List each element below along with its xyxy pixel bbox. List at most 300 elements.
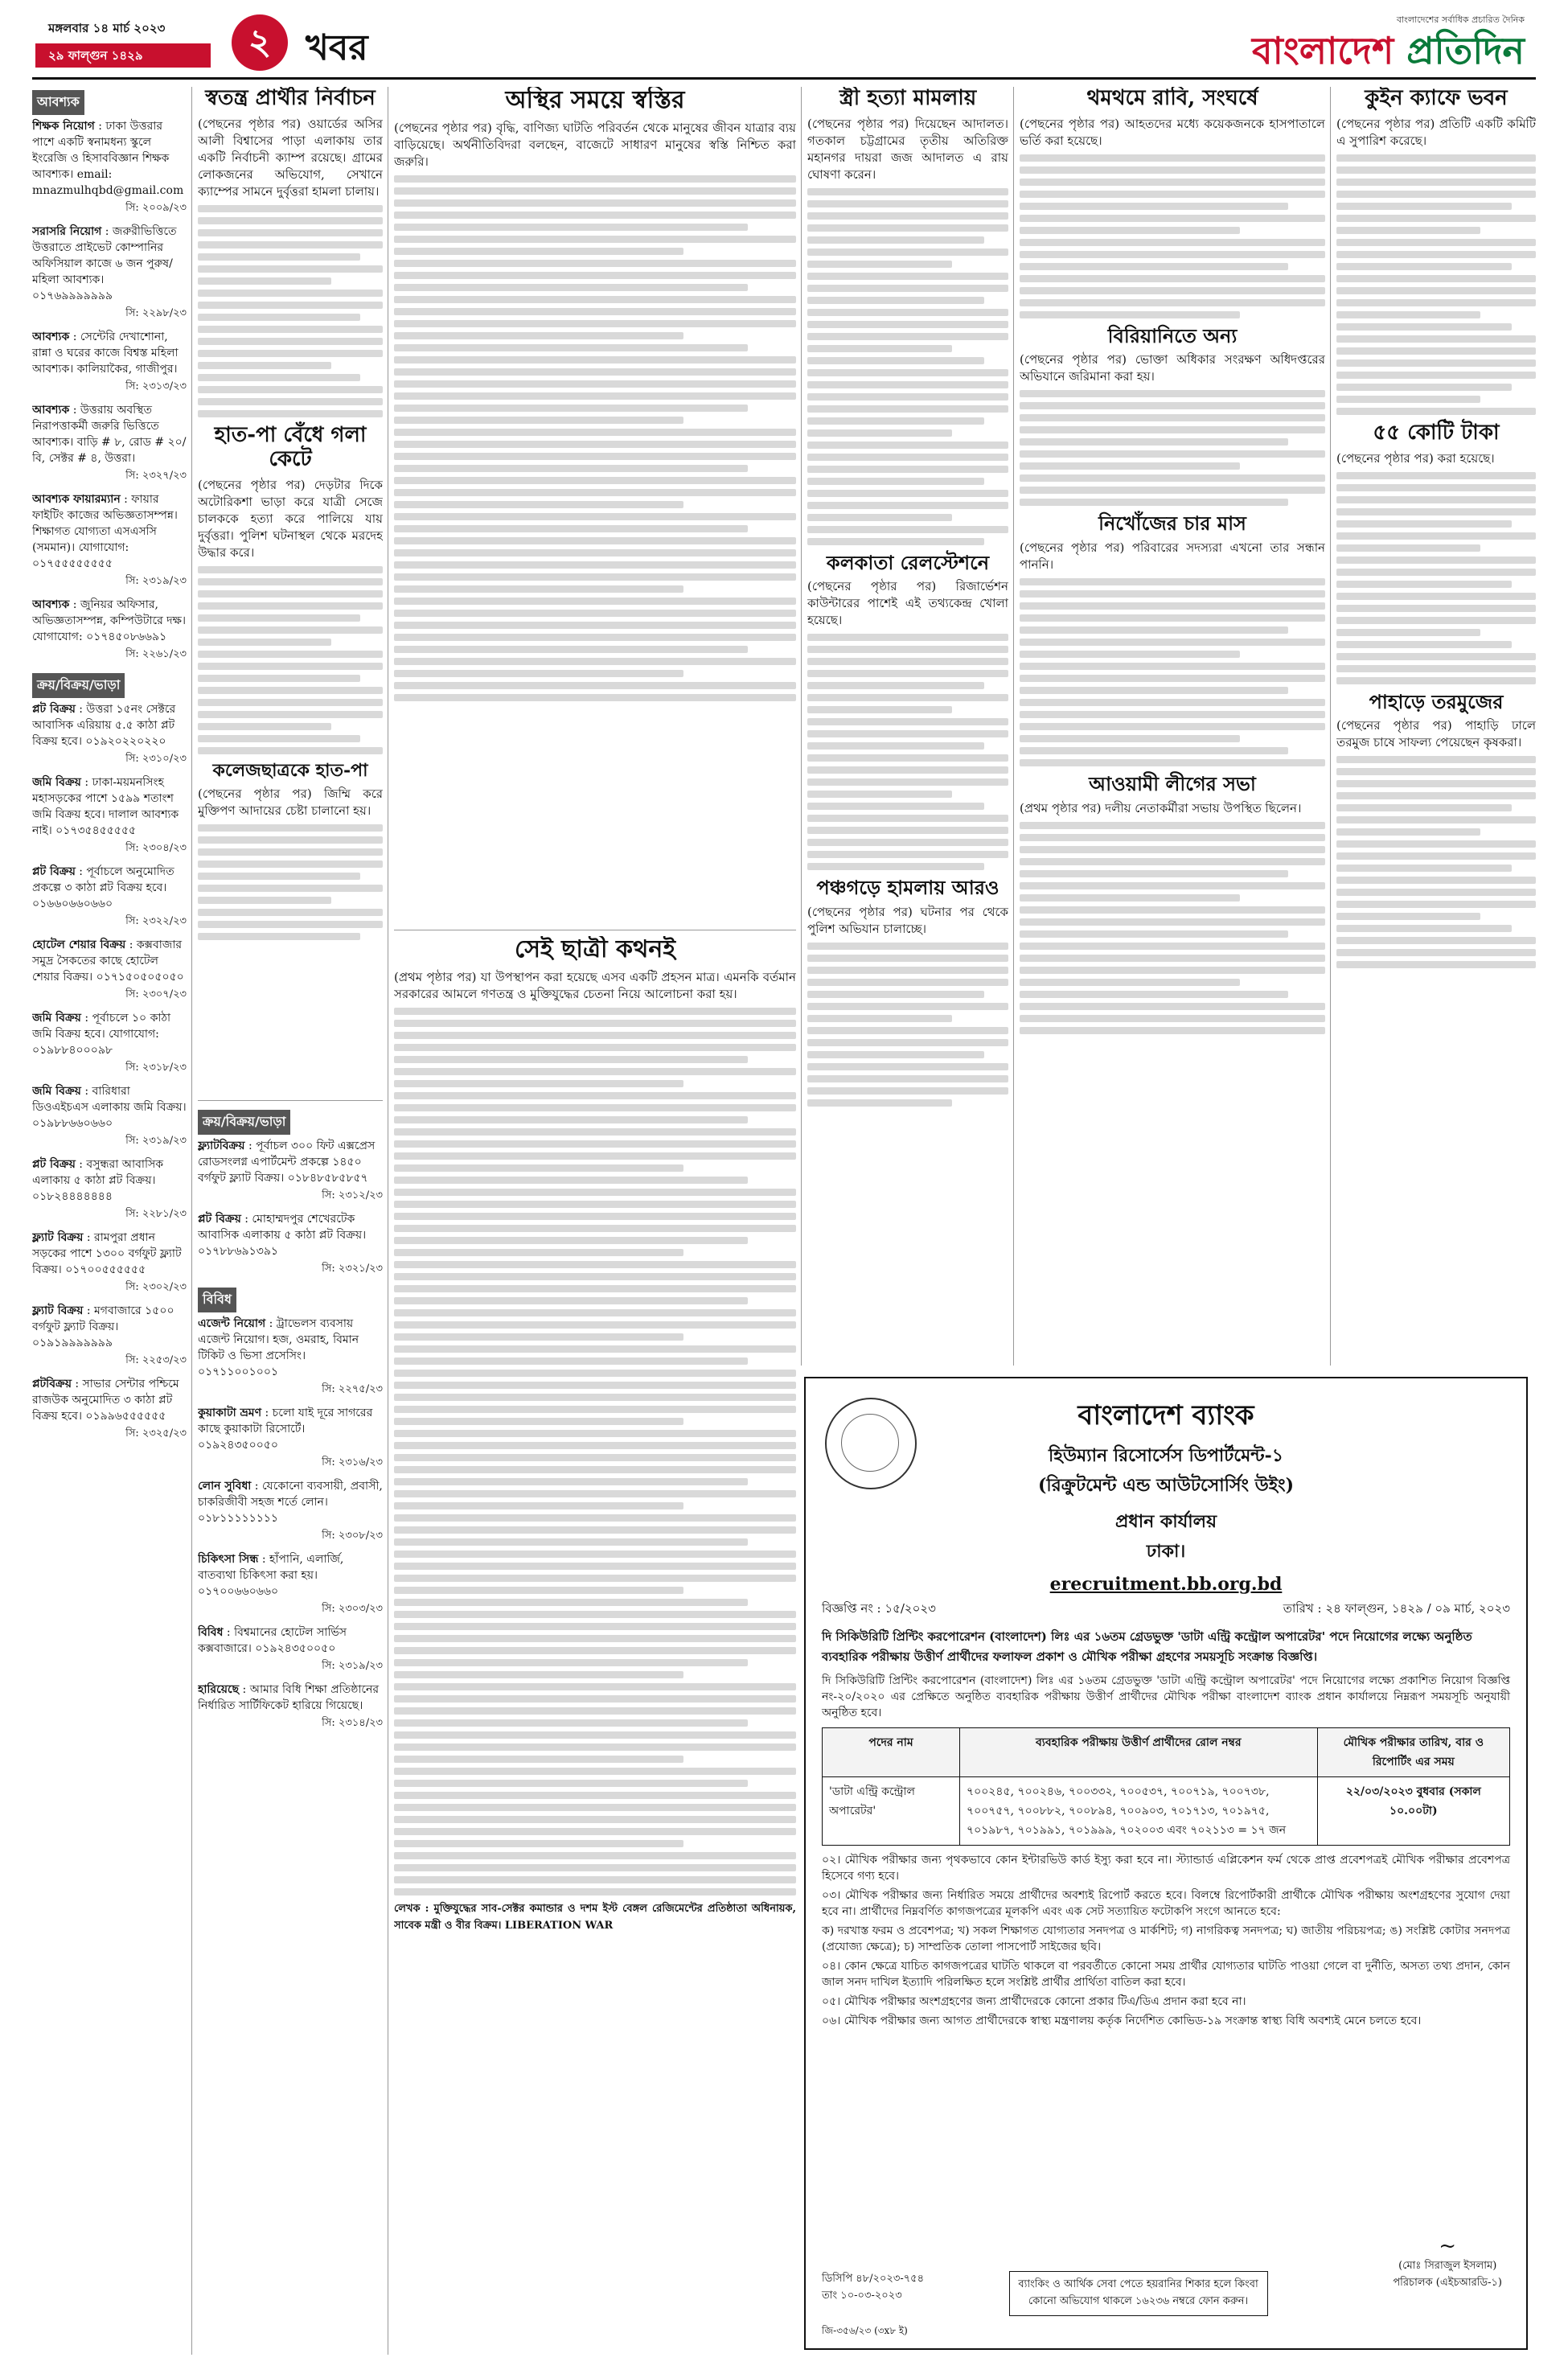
classified-ad-keyword: আবশ্যক [32,404,70,417]
classified-ad [198,1211,383,1259]
text-line-placeholder [394,356,796,363]
text-line-placeholder [1336,901,1536,908]
article-body [1336,756,1536,968]
table-cell: ৭০০২৪৫, ৭০০২৪৬, ৭০০৩৩২, ৭০০৫৩৭, ৭০০৭১৯, ৭০০৭৩৮, ৭০০৭৫৭, ৭০০৮৮২, ৭০০৮৯৪, ৭০০৯০৩, ৭০১৭১৩, ৭০১৯৭৫, ৭০১৯৮৭, ৭০১৯৯১, ৭০১৯৯৯, ৭০২০০৩ এবং ৭০২১১৩ = ১৭ জন [960,1777,1318,1846]
classified-ad-code: সি: ২৩১৬/২৩ [322,1456,383,1468]
article-lead: (পেছনের পৃষ্ঠার পর) দেড়টার দিকে অটোরিকশা ভাড়া করে যাত্রী সেজে চালককে হত্যা করে পালিয়ে যায় দুর্বৃত্তরা। পুলিশ ঘটনাস্থল থেকে মরদেহ উদ্ধার করে। [198,477,383,560]
text-line-placeholder [807,1015,952,1022]
text-line-placeholder [394,187,796,195]
headline: থমথমে রাবি, সংঘর্ষে [1086,87,1258,110]
notice-office: প্রধান কার্যালয় [1114,1511,1217,1532]
classified-ad-keyword: আবশ্যক [32,331,70,343]
classified-ad-text: : মগবাজারে ১৫০০ বর্গফুট ফ্ল্যাট বিক্রয়। ০১৯১৯৯৯৯৯৯৯ [32,1304,174,1349]
headline: সেই ছাত্রী কথনই [515,936,675,963]
text-line-placeholder [1336,191,1536,198]
text-line-placeholder [807,718,1008,725]
classified-ad-keyword: লোন সুবিধা [198,1480,252,1493]
text-line-placeholder [394,1406,796,1413]
text-line-placeholder [807,706,952,713]
article-body [1020,390,1325,506]
text-line-placeholder [198,747,383,754]
date-bengali: ২৪ ফাল্গুন, ১৪২৯ [1325,1601,1423,1616]
text-line-placeholder [1336,275,1536,282]
text-line-placeholder [198,277,331,285]
news-column-6 [1020,87,1325,1366]
notice-ref: বিজ্ঞপ্তি নং : ১৫/২০২৩ [822,1601,936,1616]
article-lead: (প্রথম পৃষ্ঠার পর) দলীয় নেতাকর্মীরা সভায় উপস্থিত ছিলেন। [1020,800,1302,815]
text-line-placeholder [394,248,683,255]
text-line-placeholder [1020,882,1325,889]
text-line-placeholder [807,778,1008,786]
text-line-placeholder [807,803,984,810]
text-line-placeholder [198,386,383,393]
column-divider [1013,87,1014,1366]
classified-ad-text: : চলো যাই দূরে সাগরের কাছে কুয়াকাটা রিসোর্টে। ০১৯২৪৩৫০০৫০ [198,1407,373,1452]
classified-ad-code: সি: ২৩২২/২৩ [125,915,187,927]
text-line-placeholder [807,943,1008,950]
text-line-placeholder [1336,605,1536,612]
text-line-placeholder [394,332,683,339]
text-line-placeholder [807,285,1008,292]
text-line-placeholder [394,1587,683,1594]
text-line-placeholder [807,212,1008,220]
page-number: ২ [232,14,288,71]
text-line-placeholder [1020,227,1240,234]
text-line-placeholder [1020,626,1288,634]
text-line-placeholder [394,1321,796,1329]
text-line-placeholder [394,1647,796,1654]
classified-ad-text: : রামপুরা প্রধান সড়কের পাশে ১৩০০ বর্গফুট ফ্ল্যাট বিক্রয়। ০১৭০০৫৫৫৫৫৫ [32,1231,182,1276]
classified-ad-code: সি: ২৩০৩/২৩ [322,1603,383,1615]
text-line-placeholder [394,1056,748,1063]
text-line-placeholder [807,1099,952,1107]
text-line-placeholder [1336,557,1536,564]
text-line-placeholder [198,860,383,868]
text-line-placeholder [1336,653,1536,660]
text-line-placeholder [198,205,383,212]
text-line-placeholder [394,1177,748,1184]
text-line-placeholder [394,658,796,665]
headline: পঞ্চগড়ে হামলায় আরও [816,876,999,900]
text-line-placeholder [198,687,383,694]
classified-ad-text: : বারিধারা ডিওএইচএস এলাকায় জমি বিক্রয়। ০১৯৮৮৬৬০৬৬০ [32,1085,187,1130]
text-line-placeholder [1020,179,1325,186]
logo-tagline: বাংলাদেশের সর্বাধিক প্রচারিত দৈনিক [1396,14,1525,25]
text-line-placeholder [1020,450,1325,458]
text-line-placeholder [1020,870,1288,877]
text-line-placeholder [1020,894,1240,902]
text-line-placeholder [198,675,360,682]
text-line-placeholder [198,253,360,261]
text-line-placeholder [1336,581,1512,588]
classified-ad [32,491,187,572]
classified-ad-text: : বিশ্বমানের হোটেল সার্ভিস কক্সবাজারে। ০১৯২৪৩৫০০৫০ [198,1626,347,1655]
notice-date: তারিখ : ২৪ ফাল্গুন, ১৪২৯ / ০৯ মার্চ, ২০২৩ [1283,1601,1510,1616]
signatory-name: (মোঃ সিরাজুল ইসলাম) [1398,2260,1497,2272]
classified-ad [198,1405,383,1453]
text-line-placeholder [394,199,796,207]
text-line-placeholder [394,1442,796,1449]
text-line-placeholder [1020,1003,1325,1010]
text-line-placeholder [1336,756,1536,763]
text-line-placeholder [807,1063,1008,1070]
text-line-placeholder [198,711,383,718]
text-line-placeholder [1336,484,1536,491]
text-line-placeholder [1336,520,1512,528]
text-line-placeholder [807,827,1008,834]
text-line-placeholder [1336,384,1512,391]
text-line-placeholder [394,598,796,605]
classified-ad-code: সি: ২০০৯/২৩ [125,202,187,214]
text-line-placeholder [394,489,796,496]
text-line-placeholder [198,374,360,381]
text-line-placeholder [198,290,383,297]
text-line-placeholder [198,933,360,940]
classified-ad [32,1230,187,1278]
article-lead: (পেছনের পৃষ্ঠার পর) আহতদের মধ্যে কয়েকজনকে হাসপাতালে ভর্তি করা হয়েছে। [1020,116,1325,148]
notice-ref-row [822,1600,1510,1620]
interview-schedule-table [822,1727,1510,1846]
classified-ad-code: সি: ২৩০৪/২৩ [125,842,187,854]
text-line-placeholder [394,1707,796,1715]
article-body [807,634,1008,870]
text-line-placeholder [1336,665,1536,672]
text-line-placeholder [394,1671,683,1678]
text-line-placeholder [807,955,1008,962]
classifieds-column-1 [32,87,187,2355]
text-line-placeholder [807,646,1008,653]
text-line-placeholder [1020,414,1325,421]
text-line-placeholder [1336,780,1536,787]
classified-ad [32,118,187,199]
text-line-placeholder [1020,166,1325,174]
notice-dcp-code: ডিসিপি ৪৮/২০২৩-৭৫৪ তাং ১০-০৩-২০২৩ [822,2273,925,2302]
text-line-placeholder [394,1249,683,1256]
text-line-placeholder [198,663,383,670]
bengali-date: ২৯ ফাল্গুন ১৪২৯ [35,43,211,68]
classified-ad-text: : সেন্টেরি দেখাশোনা, রান্না ও ঘরের কাজে বিশ্বস্ত মহিলা আবশ্যক। কালিয়াকৈর, গাজীপুর। [32,331,179,376]
classified-ad [32,1376,187,1424]
table-header: ব্যবহারিক পরীক্ষায় উত্তীর্ণ প্রার্থীদের রোল নম্বর [960,1728,1318,1777]
text-line-placeholder [198,314,360,321]
text-line-placeholder [1020,390,1325,397]
text-line-placeholder [1020,723,1325,730]
text-line-placeholder [1336,263,1512,270]
text-line-placeholder [394,1370,796,1377]
text-line-placeholder [1336,287,1536,294]
text-line-placeholder [394,1478,748,1485]
text-line-placeholder [807,321,1008,328]
headline: স্বতন্ত্র প্রার্থীর নির্বাচন [205,87,376,110]
classified-ad-code: সি: ২৩২১/২৩ [322,1263,383,1275]
text-line-placeholder [807,514,952,521]
classified-ad-keyword: হোটেল শেয়ার বিক্রয় [32,939,126,951]
text-line-placeholder [394,1128,796,1136]
text-line-placeholder [394,1526,796,1534]
classified-ad-keyword: কুয়াকাটা ভ্রমণ [198,1407,262,1419]
notice-footer [822,2271,1513,2316]
text-line-placeholder [394,1092,796,1099]
logo-wordmark-b: প্রতিদিন [1406,29,1525,72]
text-line-placeholder [394,1382,796,1389]
text-line-placeholder [1020,602,1325,610]
classifieds-column-2 [198,1107,383,2353]
text-line-placeholder [1336,629,1480,636]
headline: কলকাতা রেলস্টেশনে [826,550,990,574]
text-line-placeholder [1336,593,1536,600]
article-lead: (পেছনের পৃষ্ঠার পর) পরিবারের সদস্যরা এখনো তার সন্ধান পাননি। [1020,540,1325,573]
classified-ad [32,774,187,839]
classified-ad-code: সি: ২৩১৮/২৩ [125,1062,187,1074]
text-line-placeholder [1020,687,1288,694]
classified-heading: ক্রয়/বিক্রয়/ভাড়া [198,1110,290,1135]
classified-ad [32,1010,187,1058]
classified-ad [198,1478,383,1526]
text-line-placeholder [394,1116,748,1123]
text-line-placeholder [1020,215,1325,222]
text-line-placeholder [198,873,360,880]
classified-ad-text: : পূর্বাচলে অনুমোদিত প্রকল্পে ৩ কাঠা প্লট বিক্রয় হবে। ০১৬৬০৬৬০৬৬০ [32,865,174,910]
article-body [1020,822,1325,1034]
text-line-placeholder [394,1756,683,1763]
text-line-placeholder [394,1768,796,1775]
headline: কুইন ক্যাফে ভবন [1365,87,1508,110]
issue-date: মঙ্গলবার ১৪ মার্চ ২০২৩ [48,21,166,35]
classified-ad-keyword: আবশ্যক [32,598,70,611]
table-cell: 'ডাটা এন্ট্রি কন্ট্রোল অপারেটর' [823,1777,960,1846]
classified-ad-text: : জরুরীভিত্তিতে উত্তরাতে প্রাইভেট কোম্পানির অফিসিয়াল কাজে ৬ জন পুরুষ/মহিলা আবশ্যক। ০১৭৬৯৯৯৯৯৯৯ [32,225,177,302]
text-line-placeholder [1336,569,1536,576]
text-line-placeholder [394,1032,796,1039]
text-line-placeholder [198,909,383,916]
text-line-placeholder [394,561,796,569]
article-lead: (পেছনের পৃষ্ঠার পর) রিজার্ভেশন কাউন্টারের পাশেই এই তথ্যকেন্দ্র খোলা হয়েছে। [807,579,1008,628]
notice-paragraph: ০৩। মৌখিক পরীক্ষার জন্য নির্ধারিত সময়ে প্রার্থীদের অবশ্যই রিপোর্ট করতে হবে। বিলম্বে রিপোর্টকারী প্রার্থীকে মৌখিক পরীক্ষায় অংশগ্রহণের সুযোগ দেয়া হবে না। প্রার্থীদের নিম্নবর্ণিত কাগজপত্রের মূলকপি এবং এক সেট সত্যায়িত ফটোকপি সংগে আনতে হবে: [822,1889,1510,1918]
signatory-title: পরিচালক (এইচআরডি-১) [1393,2277,1502,2289]
notice-url[interactable]: erecruitment.bb.org.bd [1049,1574,1283,1595]
text-line-placeholder [807,309,1008,316]
text-line-placeholder [807,454,1008,461]
classified-ad-code: সি: ২৩২৫/২৩ [125,1427,187,1440]
text-line-placeholder [1020,651,1240,658]
text-line-placeholder [1020,711,1325,718]
classified-ad-code: সি: ২৩১৩/২৩ [125,380,187,392]
text-line-placeholder [1020,614,1325,622]
text-line-placeholder [1336,865,1512,872]
text-line-placeholder [198,229,383,236]
classified-ad-text: : যেকোনো ব্যবসায়ী, প্রবাসী, চাকরিজীবী সহজ শর্তে লোন। ০১৮১১১১১১১১ [198,1480,383,1525]
text-line-placeholder [807,1087,1008,1095]
notice-paragraph: ০৬। মৌখিক পরীক্ষার জন্য আগত প্রার্থীদেরকে স্বাস্থ্য মন্ত্রণালয় কর্তৃক নির্দেশিত কোভিড-১৯ সংক্রান্ত স্বাস্থ্য বিধি অবশ্যই মেনে চলতে হবে। [822,2015,1422,2027]
text-line-placeholder [394,417,683,424]
text-line-placeholder [807,791,952,798]
text-line-placeholder [1336,496,1536,503]
text-line-placeholder [1020,311,1240,318]
text-line-placeholder [1020,943,1325,950]
text-line-placeholder [807,417,984,425]
text-line-placeholder [394,477,796,484]
text-line-placeholder [394,1888,796,1896]
text-line-placeholder [1020,918,1325,926]
footer-spacer [1353,2271,1513,2316]
classified-ad-code: সি: ২৩০৭/২৩ [125,988,187,1000]
text-line-placeholder [394,1550,796,1558]
text-line-placeholder [1336,925,1512,932]
news-block-feature [394,936,796,2351]
text-line-placeholder [1336,299,1536,306]
article-body [1020,154,1325,318]
column-divider [191,87,192,2355]
text-line-placeholder [394,1164,683,1172]
text-line-placeholder [394,1104,796,1111]
text-line-placeholder [394,1731,796,1739]
text-line-placeholder [1336,239,1536,246]
classified-ad [32,864,187,912]
text-line-placeholder [394,1309,796,1316]
text-line-placeholder [394,429,796,436]
text-line-placeholder [1336,816,1536,824]
text-line-placeholder [198,626,383,634]
text-line-placeholder [394,1744,796,1751]
text-line-placeholder [394,224,748,231]
table-row [823,1777,1510,1846]
classified-ad [32,1303,187,1351]
article-lead: (পেছনের পৃষ্ঠার পর) বৃদ্ধি, বাণিজ্য ঘাটতি পরিবর্তন থেকে মানুষের জীবন যাত্রার ব্যয় বাড়িয়েছে। অর্থনীতিবিদরা বলছেন, বাজেটে সাধারণ মানুষের স্বস্তি নিশ্চিত করা জরুরি। [394,120,796,169]
text-line-placeholder [1336,508,1536,515]
text-line-placeholder [198,639,331,646]
classified-ad-text: : ঢাকা-ময়মনসিংহ মহাসড়কের পাশে ১৫৯৯ শতাংশ জমি বিক্রয় হবে। দালাল আবশ্যক নাই। ০১৭৩৫৪৫৫৫৫৫ [32,776,179,837]
text-line-placeholder [807,1051,984,1058]
text-line-placeholder [1020,239,1325,246]
text-line-placeholder [1020,263,1288,270]
text-line-placeholder [1020,578,1325,585]
text-line-placeholder [1020,675,1325,682]
article-lead: (পেছনের পৃষ্ঠার পর) পাহাড়ি ঢালে তরমুজ চাষে সাফল্য পেয়েছেন কৃষকরা। [1336,718,1536,750]
text-line-placeholder [1020,275,1325,282]
text-line-placeholder [807,442,1008,449]
text-line-placeholder [807,658,1008,665]
text-line-placeholder [1336,949,1536,956]
text-line-placeholder [1020,930,1288,938]
text-line-placeholder [394,308,796,315]
text-line-placeholder [1336,359,1536,367]
text-line-placeholder [394,1044,796,1051]
text-line-placeholder [394,236,796,243]
text-line-placeholder [394,453,796,460]
text-line-placeholder [1336,227,1480,234]
newspaper-logo [1219,13,1525,72]
bank-recruitment-notice [804,1377,1528,2350]
text-line-placeholder [1020,402,1325,409]
text-line-placeholder [394,1816,796,1823]
classified-ad-code: সি: ২২৬১/২৩ [125,648,187,660]
classified-ad-keyword: ফ্ল্যাট বিক্রয় [32,1231,84,1244]
article-body [1336,154,1536,415]
text-line-placeholder [807,1075,1008,1082]
header-rule [32,77,1536,80]
headline: আওয়ামী লীগের সভা [1089,772,1256,796]
text-line-placeholder [1020,699,1325,706]
headline: কলেজছাত্রকে হাত-পা [212,759,368,781]
classified-ad-code: সি: ২৩১৯/২৩ [125,575,187,587]
classified-ad-code: সি: ২৩১৯/২৩ [322,1660,383,1672]
text-line-placeholder [1020,154,1325,162]
text-line-placeholder [807,538,984,545]
text-line-placeholder [1336,792,1536,799]
classified-ad [198,1316,383,1380]
notice-paragraph: দি সিকিউরিটি প্রিন্টিং করপোরেশন (বাংলাদেশ) লিঃ এর ১৬তম গ্রেডভুক্ত 'ডাটা এন্ট্রি কন্ট্রোল অপারেটর' পদে নিয়োগের লক্ষ্যে প্রকাশিত নিয়োগ বিজ্ঞপ্তি নং-২০/২০২০ এর প্রেক্ষিতে অনুষ্ঠিত ব্যবহারিক পরীক্ষায় উত্তীর্ণ প্রার্থীদের মৌখিক পরীক্ষা বাংলাদেশ ব্যাংক প্রধান কার্যালয়ে নিম্নরূপ সময়সূচি অনুযায়ী অনুষ্ঠিত হবে। [822,1674,1510,1719]
complaint-hotline-box: ব্যাংকিং ও আর্থিক সেবা পেতে হয়রানির শিকার হলে কিংবা কোনো অভিযোগ থাকলে ১৬২৩৬ নম্বরে ফোন করুন। [1009,2271,1268,2316]
text-line-placeholder [394,1418,683,1425]
text-line-placeholder [394,392,796,400]
text-line-placeholder [807,333,1008,340]
classified-ad-code: সি: ২৩১৪/২৩ [322,1717,383,1729]
article-body [1020,578,1325,766]
text-line-placeholder [394,1152,796,1160]
classified-ad-text: : বসুন্ধরা আবাসিক এলাকায় ৫ কাঠা প্লট বিক্রয়। ০১৮২৪৪৪৪৪৪৪ [32,1158,163,1203]
classified-ad-text: : উত্তরায় অবস্থিত নিরাপত্তাকর্মী জরুরি ভিত্তিতে আবশ্যক। বাড়ি # ৮, রোড # ২০/বি, সেক্টর # ৪, উত্তরা। [32,404,187,465]
text-line-placeholder [807,236,984,244]
text-line-placeholder [807,979,1008,986]
text-line-placeholder [807,851,1008,858]
page-header [32,8,1536,76]
article-body [198,566,383,754]
text-line-placeholder [1336,877,1536,884]
text-line-placeholder [394,1623,796,1630]
text-line-placeholder [1336,154,1536,162]
section-title: খবর [306,27,368,68]
text-line-placeholder [1336,852,1536,860]
text-line-placeholder [198,848,383,856]
classified-ad-code: সি: ২৩২৭/২৩ [125,470,187,482]
classified-ad-text: : সাভার সেন্টার পশ্চিমে রাজউক অনুমোদিত ৩ কাঠা প্লট বিক্রয় হবে। ০১৯৯৬৫৫৫৫৫৫ [32,1378,179,1423]
classified-ad-keyword: বিবিধ [198,1626,224,1639]
text-line-placeholder [394,1466,796,1473]
text-line-placeholder [394,1394,796,1401]
classified-heading: ক্রয়/বিক্রয়/ভাড়া [32,673,125,698]
text-line-placeholder [198,578,383,585]
text-line-placeholder [807,526,1008,533]
text-line-placeholder [394,320,796,327]
text-line-placeholder [198,735,360,742]
text-line-placeholder [394,1345,796,1353]
text-line-placeholder [807,863,984,870]
text-line-placeholder [394,260,796,267]
text-line-placeholder [198,921,383,928]
text-line-placeholder [807,1003,1008,1010]
text-line-placeholder [198,602,383,610]
text-line-placeholder [198,410,383,417]
text-line-placeholder [198,651,383,658]
text-line-placeholder [807,429,952,437]
text-line-placeholder [807,357,984,364]
classified-ad-keyword: জমি বিক্রয় [32,1085,81,1098]
text-line-placeholder [1020,1015,1325,1022]
classified-ad-code: সি: ২৩১৯/২৩ [125,1135,187,1147]
article-lead: (পেছনের পৃষ্ঠার পর) দিয়েছেন আদালত। গতকাল চট্টগ্রামের তৃতীয় অতিরিক্ত মহানগর দায়রা জজ আদালত এ রায় ঘোষণা করেন। [807,116,1008,182]
classified-ad-code: সি: ২৩০২/২৩ [125,1281,187,1293]
text-line-placeholder [1336,768,1536,775]
text-line-placeholder [1336,472,1536,479]
notice-paragraph: ০২। মৌখিক পরীক্ষার জন্য পৃথকভাবে কোন ইন্টারভিউ কার্ড ইস্যু করা হবে না। স্ট্যান্ডার্ড এপ্লিকেশন ফর্ম থেকে প্রাপ্ত প্রবেশপত্রই মৌখিক পরীক্ষার প্রবেশপত্র হিসেবে গণ্য হবে। [822,1854,1510,1883]
text-line-placeholder [198,699,383,706]
bangladesh-bank-seal-icon [825,1398,917,1489]
text-line-placeholder [807,381,1008,388]
logo-wordmark-a: বাংলাদেশ [1251,29,1407,72]
column-divider [801,87,802,1366]
text-line-placeholder [1336,311,1480,318]
text-line-placeholder [1020,663,1325,670]
